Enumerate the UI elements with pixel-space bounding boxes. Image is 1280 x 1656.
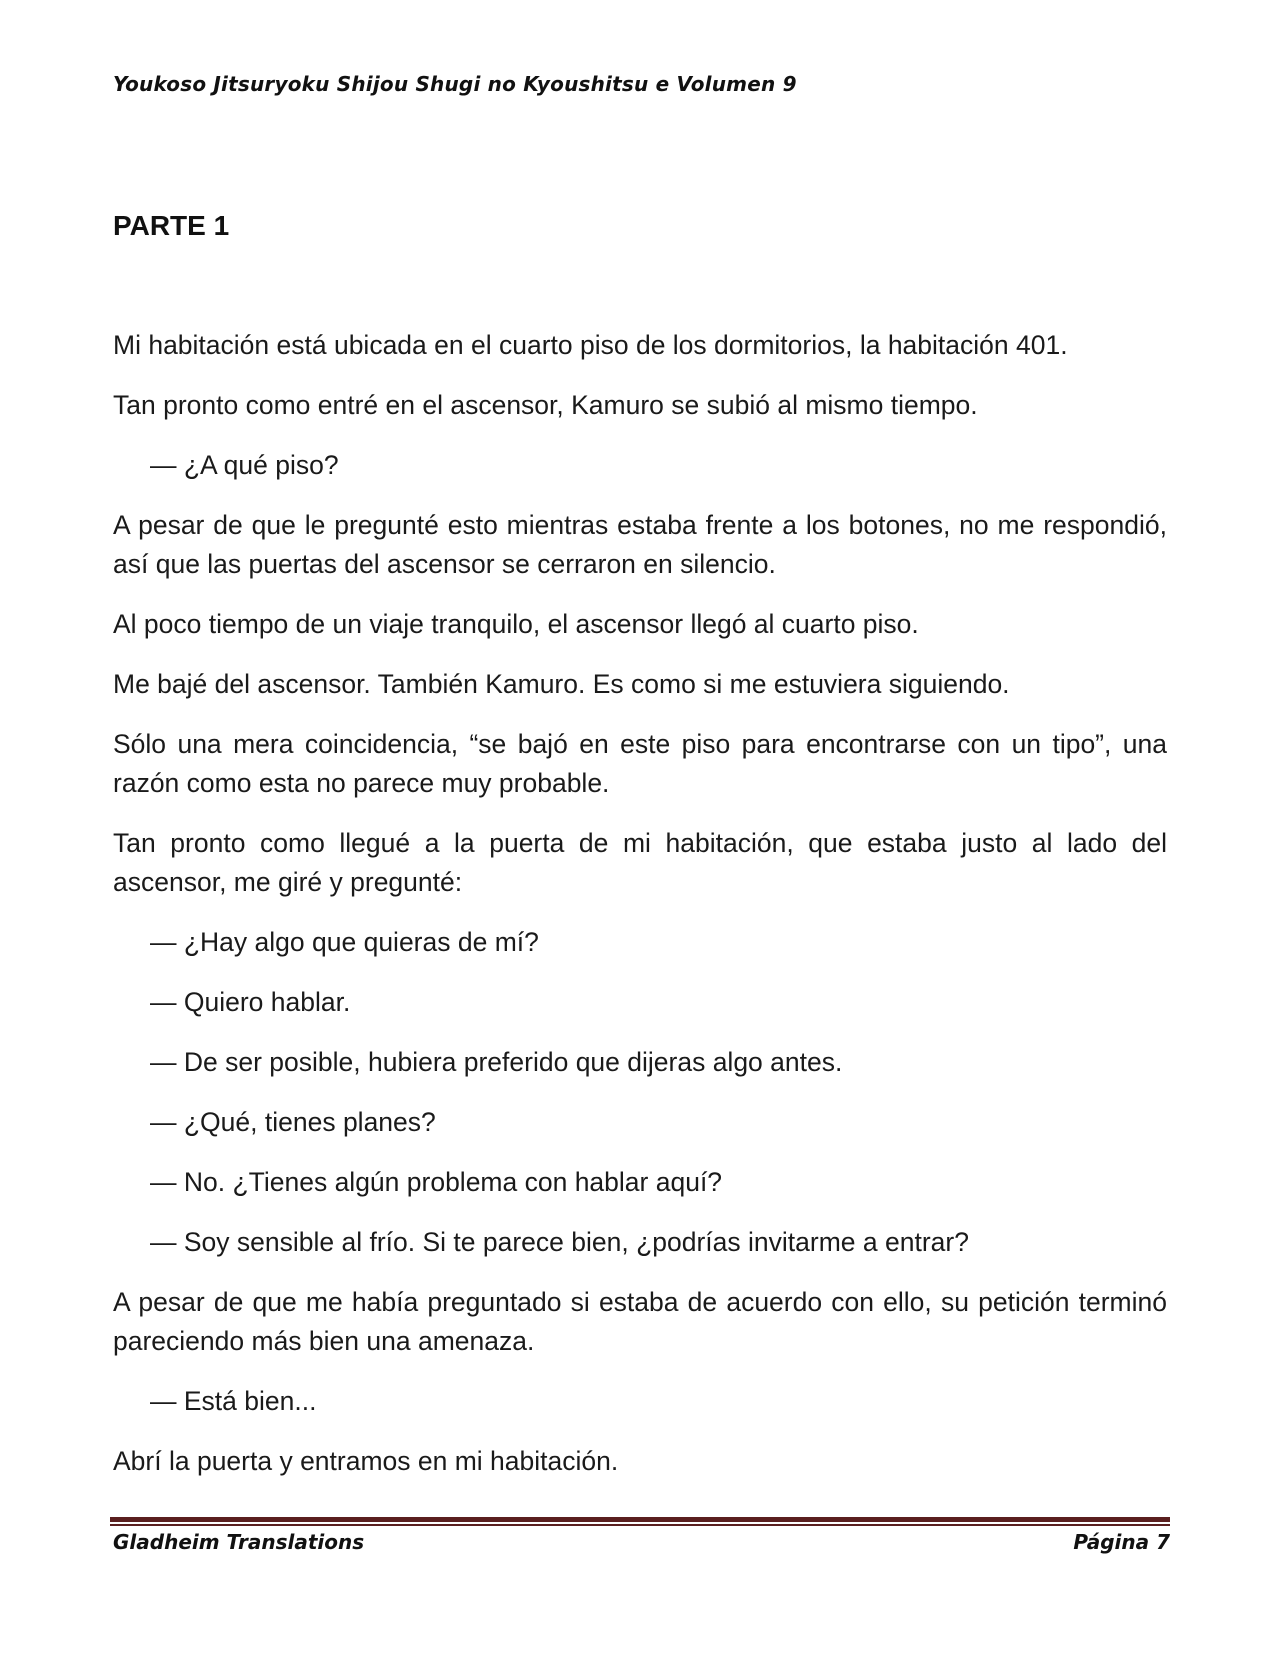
paragraph: Sólo una mera coincidencia, “se bajó en este piso para encontrarse con un tipo”, una razón como esta no parece muy probable. bbox=[113, 729, 1167, 798]
paragraph: Mi habitación está ubicada en el cuarto piso de los dormitorios, la habitación 401. bbox=[113, 330, 1068, 360]
paragraph: Tan pronto como llegué a la puerta de mi habitación, que estaba justo al lado del ascensor, me giré y pregunté: bbox=[113, 828, 1167, 897]
dialogue-line: — De ser posible, hubiera preferido que dijeras algo antes. bbox=[150, 1047, 843, 1077]
footer-divider-thin bbox=[110, 1524, 1170, 1526]
dialogue-line: — ¿A qué piso? bbox=[150, 450, 339, 480]
footer-publisher: Gladheim Translations bbox=[113, 1530, 365, 1554]
footer-divider-thick bbox=[110, 1517, 1170, 1522]
paragraph: Al poco tiempo de un viaje tranquilo, el ascensor llegó al cuarto piso. bbox=[113, 609, 919, 639]
dialogue-line: — ¿Hay algo que quieras de mí? bbox=[150, 927, 539, 957]
dialogue-line: — Quiero hablar. bbox=[150, 987, 351, 1017]
dialogue-line: — No. ¿Tienes algún problema con hablar aquí? bbox=[150, 1167, 723, 1197]
paragraph: A pesar de que le pregunté esto mientras estaba frente a los botones, no me respondió, así que las puertas del ascensor se cerraron en silencio. bbox=[113, 510, 1167, 579]
running-header: Youkoso Jitsuryoku Shijou Shugi no Kyoushitsu e Volumen 9 bbox=[113, 72, 797, 96]
paragraph: A pesar de que me había preguntado si estaba de acuerdo con ello, su petición terminó pareciendo más bien una amenaza. bbox=[113, 1287, 1167, 1356]
section-title: PARTE 1 bbox=[113, 210, 230, 241]
page-number: Página 7 bbox=[1073, 1530, 1170, 1554]
paragraph: Me bajé del ascensor. También Kamuro. Es como si me estuviera siguiendo. bbox=[113, 669, 1010, 699]
paragraph: Tan pronto como entré en el ascensor, Kamuro se subió al mismo tiempo. bbox=[113, 390, 978, 420]
dialogue-line: — Soy sensible al frío. Si te parece bien, ¿podrías invitarme a entrar? bbox=[150, 1227, 969, 1257]
body-text bbox=[113, 326, 1167, 1502]
paragraph: Abrí la puerta y entramos en mi habitación. bbox=[113, 1446, 619, 1476]
dialogue-line: — ¿Qué, tienes planes? bbox=[150, 1107, 436, 1137]
dialogue-line: — Está bien... bbox=[150, 1386, 317, 1416]
